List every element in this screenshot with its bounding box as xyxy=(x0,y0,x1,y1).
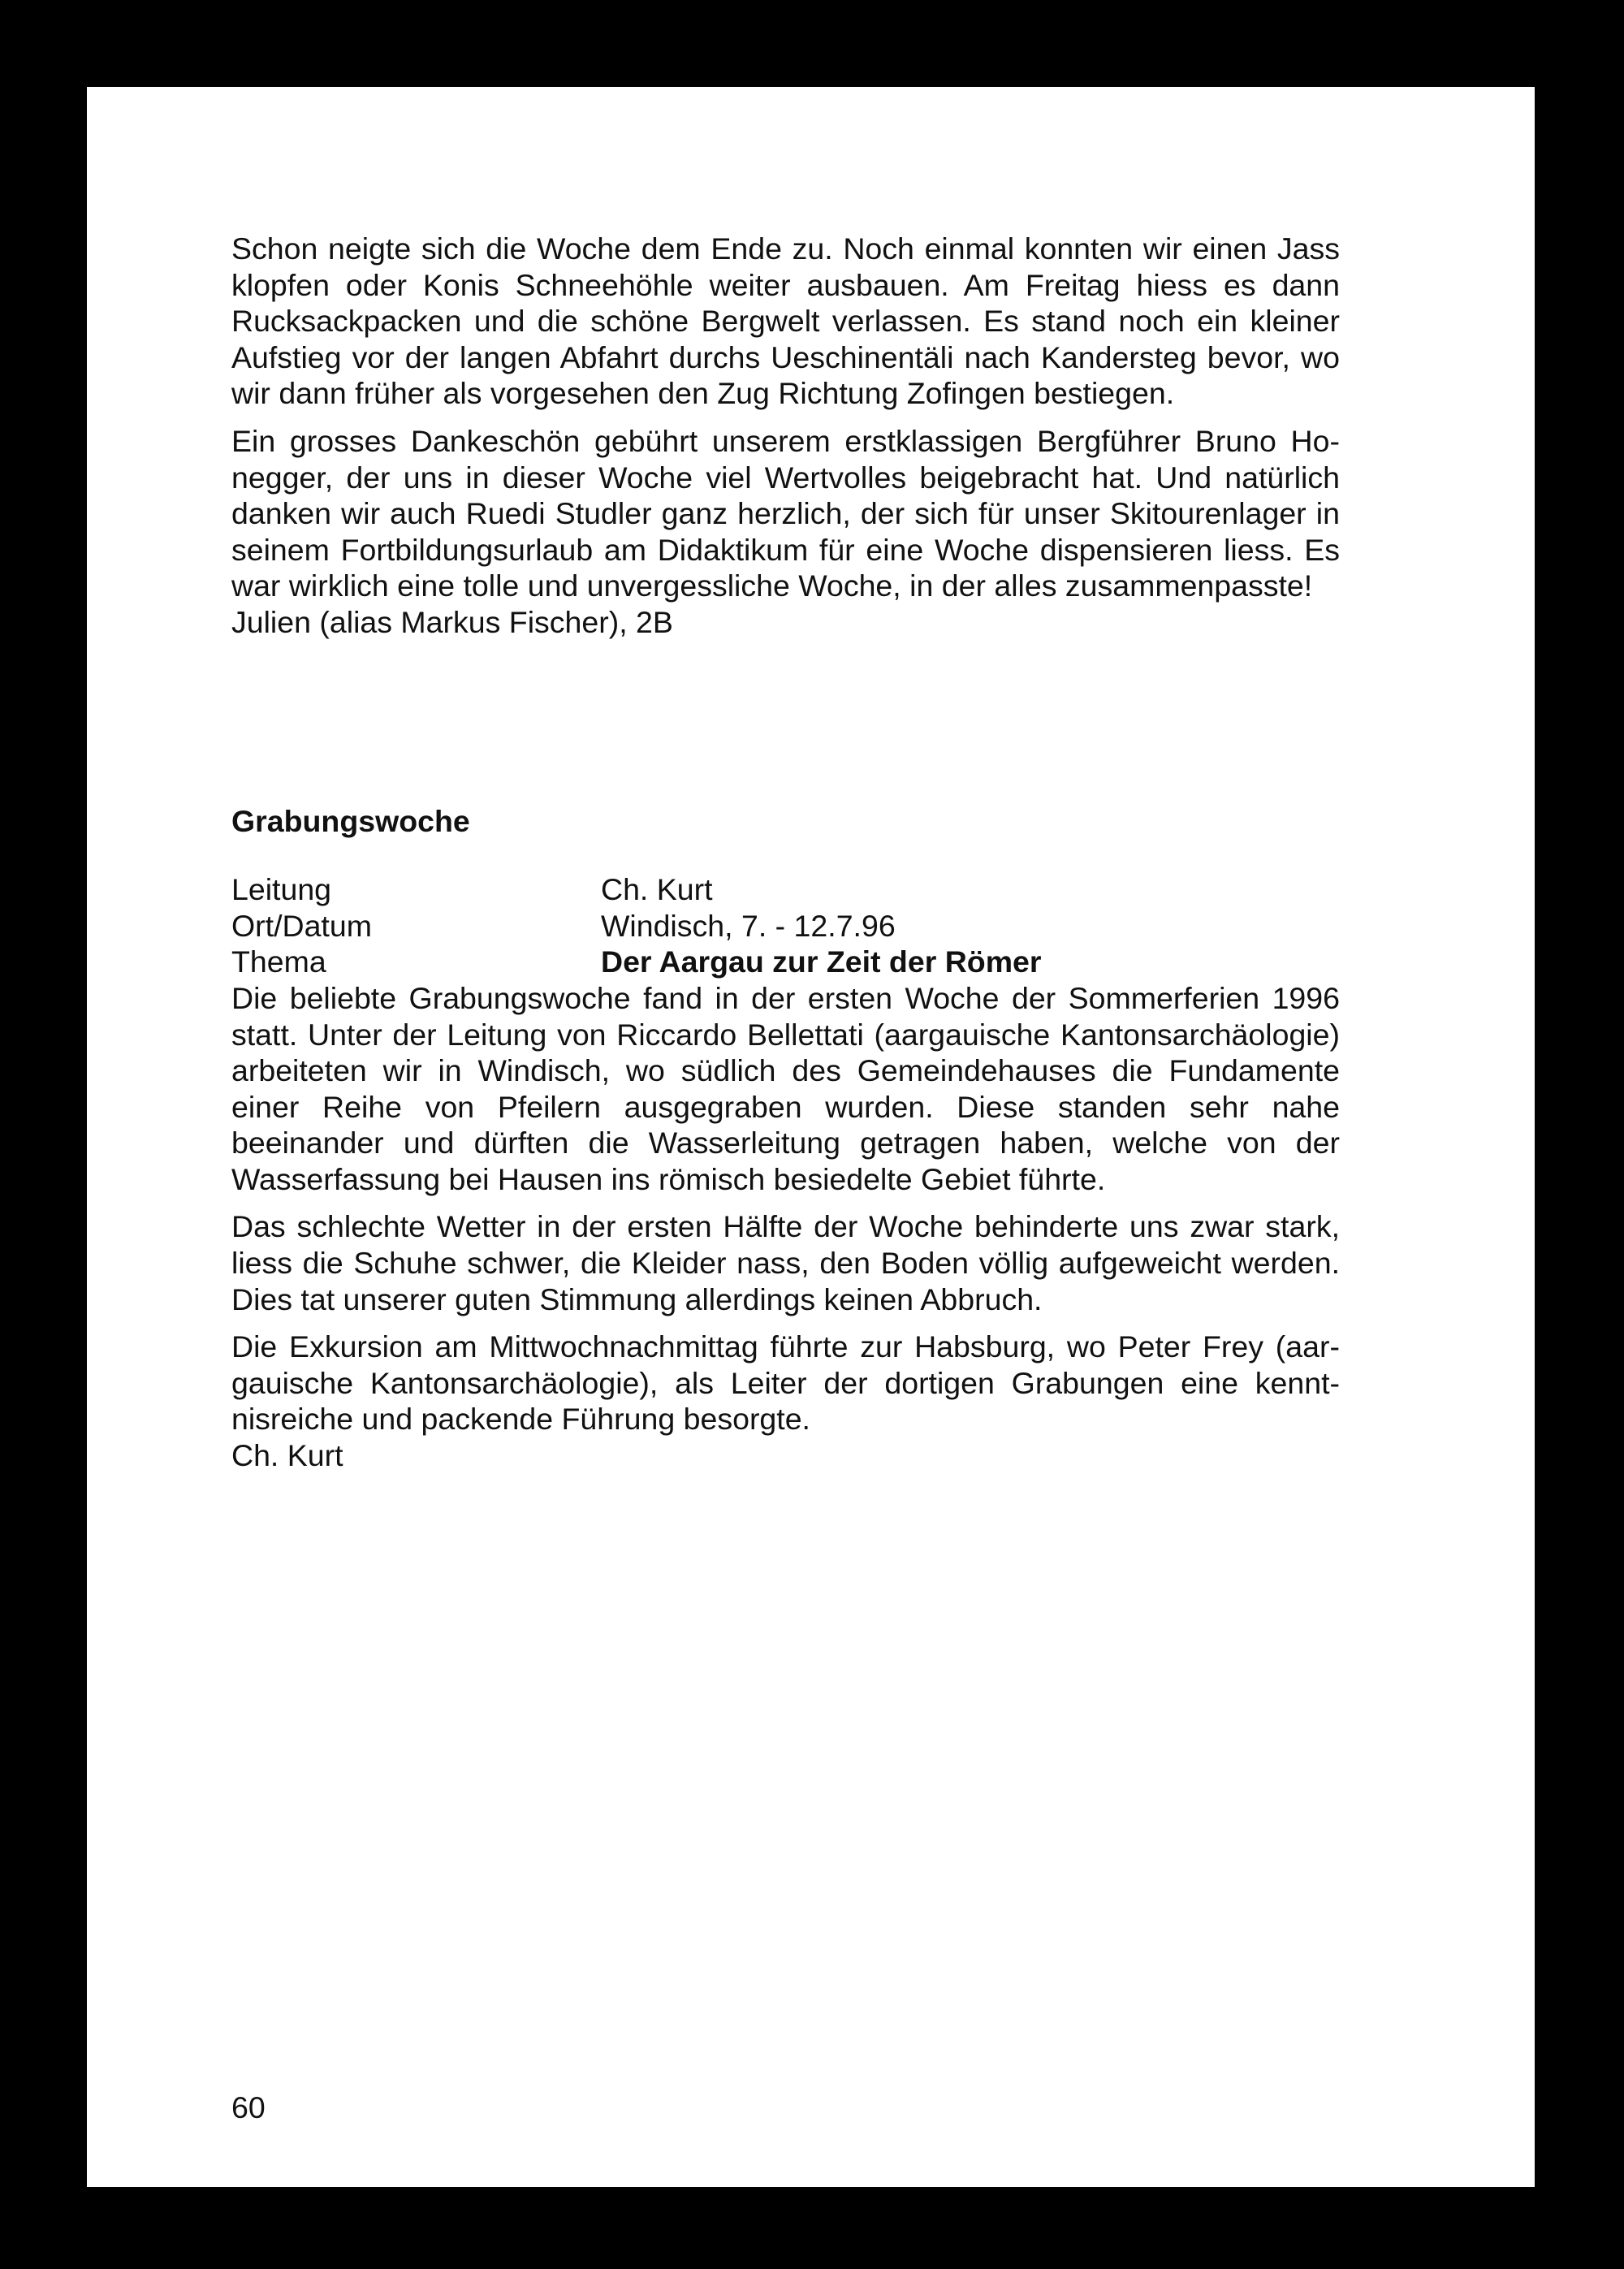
article1-paragraph-1: Schon neigte sich die Woche dem Ende zu. Noch einmal konnten wir einen Jass klopfen oder Konis Schneehöhle weiter ausbauen. Am Freitag hiess es dann Rucksackpacken und die schöne Bergwelt verlassen. Es stand noch ein kleiner Aufstieg vor der langen Abfahrt durchs Ueschinentäli nach Kandersteg bevor, wo wir dann früher als vorgesehen den Zug Richtung Zofingen bestiegen. xyxy=(231,231,1340,411)
info-value-ort-datum: Windisch, 7. - 12.7.96 xyxy=(601,908,896,943)
info-value-thema: Der Aargau zur Zeit der Römer xyxy=(601,944,1042,979)
article2-paragraph-3: Die Exkursion am Mittwochnachmittag führte zur Habsburg, wo Peter Frey (aargauische Kantonsarchäologie), als Leiter der dortigen Grabungen eine kenntnisreiche und packende Führung besorgte. xyxy=(231,1329,1340,1437)
page-number: 60 xyxy=(231,2090,266,2124)
document-page xyxy=(87,87,1535,2187)
article1-paragraph-2: Ein grosses Dankeschön gebührt unserem erstklassigen Bergführer Bruno Honegger, der uns in dieser Woche viel Wertvolles beigebracht hat. Und natürlich danken wir auch Ruedi Studler ganz herzlich, der sich für unser Skitourenlager in seinem Fortbildungsurlaub am Didaktikum für eine Woche dispensieren liess. Es war wirklich eine tolle und unvergessliche Woche, in der alles zusammenpasste! xyxy=(231,423,1340,603)
section-heading-grabungswoche: Grabungswoche xyxy=(231,803,470,838)
article2-paragraph-2: Das schlechte Wetter in der ersten Hälfte der Woche behinderte uns zwar stark, liess die Schuhe schwer, die Kleider nass, den Boden völlig aufgeweicht werden. Dies tat unserer guten Stimmung allerdings keinen Abbruch. xyxy=(231,1209,1340,1316)
article2-signature: Ch. Kurt xyxy=(231,1438,343,1473)
info-label-ort-datum: Ort/Datum xyxy=(231,908,372,943)
page-content xyxy=(231,231,1340,1474)
info-label-leitung: Leitung xyxy=(231,872,332,907)
article2-paragraph-1: Die beliebte Grabungswoche fand in der ersten Woche der Sommerferien 1996 statt. Unter der Leitung von Riccardo Bellettati (aargauische Kantonsarchäologie) arbeiteten wir in Windisch, wo südlich des Gemeindehauses die Fundamente einer Reihe von Pfeilern ausgegraben wurden. Diese standen sehr nahe beeinander und dürften die Wasserleitung getragen haben, welche von der Wasserfassung bei Hausen ins römisch besiedelte Gebiet führte. xyxy=(231,980,1340,1196)
article1-signature: Julien (alias Markus Fischer), 2B xyxy=(231,604,673,639)
info-table xyxy=(231,871,1340,980)
info-label-thema: Thema xyxy=(231,944,326,979)
info-value-leitung: Ch. Kurt xyxy=(601,872,713,907)
